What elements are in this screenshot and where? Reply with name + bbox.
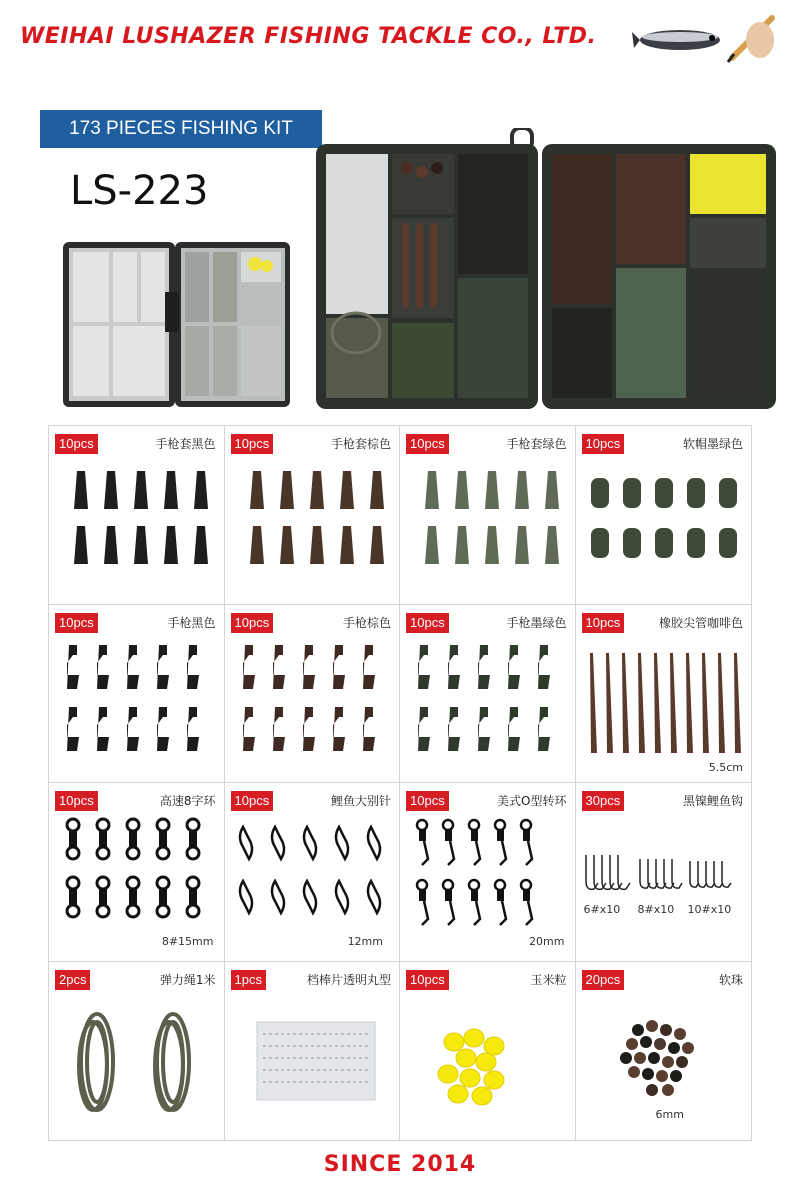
item-cell (576, 962, 752, 1141)
hook-size-label: 10#x10 (687, 903, 732, 916)
anti-tangle-sleeve-brown-icon (225, 426, 401, 605)
hook-size-label: 6#x10 (583, 903, 621, 916)
item-name: 软珠 (718, 972, 743, 987)
item-name: 黑镍鲤鱼钩 (682, 794, 743, 808)
quantity-badge: 10pcs (55, 434, 98, 454)
item-size: 12mm (347, 935, 383, 948)
lead-clip-dark-green-icon (400, 605, 576, 784)
item-name: 手枪套绿色 (506, 437, 567, 451)
quantity-badge: 10pcs (231, 613, 274, 633)
item-cell (576, 783, 752, 962)
company-name: WEIHAI LUSHAZER FISHING TACKLE CO., LTD. (20, 24, 597, 49)
item-size: 6mm (655, 1107, 684, 1121)
anti-tangle-sleeve-green-icon (400, 426, 576, 605)
quantity-badge: 1pcs (231, 970, 266, 990)
fishing-lure-logo (632, 10, 782, 66)
tackle-box-empty-photo (55, 232, 300, 412)
kit-title-banner: 173 PIECES FISHING KIT (40, 110, 322, 148)
item-cell (49, 962, 225, 1141)
item-grid (48, 425, 752, 1141)
quantity-badge: 10pcs (231, 434, 274, 454)
item-cell (400, 783, 576, 962)
soft-cap-dark-green-icon (576, 426, 752, 605)
item-name: 手枪套黑色 (155, 437, 216, 451)
hook-size-label: 8#x10 (637, 903, 675, 916)
item-size: 5.5cm (708, 760, 743, 774)
quantity-badge: 10pcs (406, 434, 449, 454)
item-name: 手枪套棕色 (330, 437, 391, 451)
item-name: 美式O型转环 (497, 794, 567, 808)
quantity-badge: 10pcs (406, 791, 449, 811)
item-name: 手枪黑色 (167, 615, 216, 630)
carp-hook-icon (576, 783, 752, 962)
quantity-badge: 10pcs (582, 613, 625, 633)
item-cell (225, 962, 401, 1141)
item-cell (400, 426, 576, 605)
quantity-badge: 10pcs (55, 791, 98, 811)
item-cell (49, 605, 225, 784)
lead-clip-black-icon (49, 605, 225, 784)
item-cell (576, 426, 752, 605)
tackle-box-filled-photo (312, 128, 780, 413)
rubber-tube-coffee-icon (576, 605, 752, 784)
item-size: 8#15mm (161, 935, 214, 948)
quantity-badge: 10pcs (582, 434, 625, 454)
anti-tangle-sleeve-black-icon (49, 426, 225, 605)
model-number: LS-223 (70, 168, 209, 214)
fake-corn-icon (400, 962, 576, 1141)
item-cell (400, 605, 576, 784)
quantity-badge: 10pcs (406, 613, 449, 633)
quantity-badge: 2pcs (55, 970, 90, 990)
item-name: 鲤鱼大别针 (330, 794, 391, 808)
quantity-badge: 10pcs (406, 970, 449, 990)
item-cell (576, 605, 752, 784)
item-name: 玉米粒 (530, 972, 567, 987)
item-name: 橡胶尖管咖啡色 (658, 615, 743, 630)
item-name: 弹力绳1米 (159, 972, 216, 987)
item-name: 手枪墨绿色 (506, 615, 567, 630)
item-name: 手枪棕色 (342, 615, 391, 630)
item-name: 软帽墨绿色 (682, 437, 743, 451)
item-cell (49, 426, 225, 605)
since-year: SINCE 2014 (323, 1152, 477, 1177)
item-cell (225, 783, 401, 962)
item-cell (49, 783, 225, 962)
item-cell (225, 605, 401, 784)
bait-stop-clear-icon (225, 962, 401, 1141)
lead-clip-brown-icon (225, 605, 401, 784)
item-name: 档棒片透明丸型 (306, 972, 391, 987)
item-cell (400, 962, 576, 1141)
quantity-badge: 10pcs (55, 613, 98, 633)
quantity-badge: 20pcs (582, 970, 625, 990)
item-name: 高速8字环 (159, 794, 216, 808)
item-size: 20mm (529, 935, 565, 948)
quantity-badge: 10pcs (231, 791, 274, 811)
item-cell (225, 426, 401, 605)
quantity-badge: 30pcs (582, 791, 625, 811)
elastic-cord-icon (49, 962, 225, 1141)
